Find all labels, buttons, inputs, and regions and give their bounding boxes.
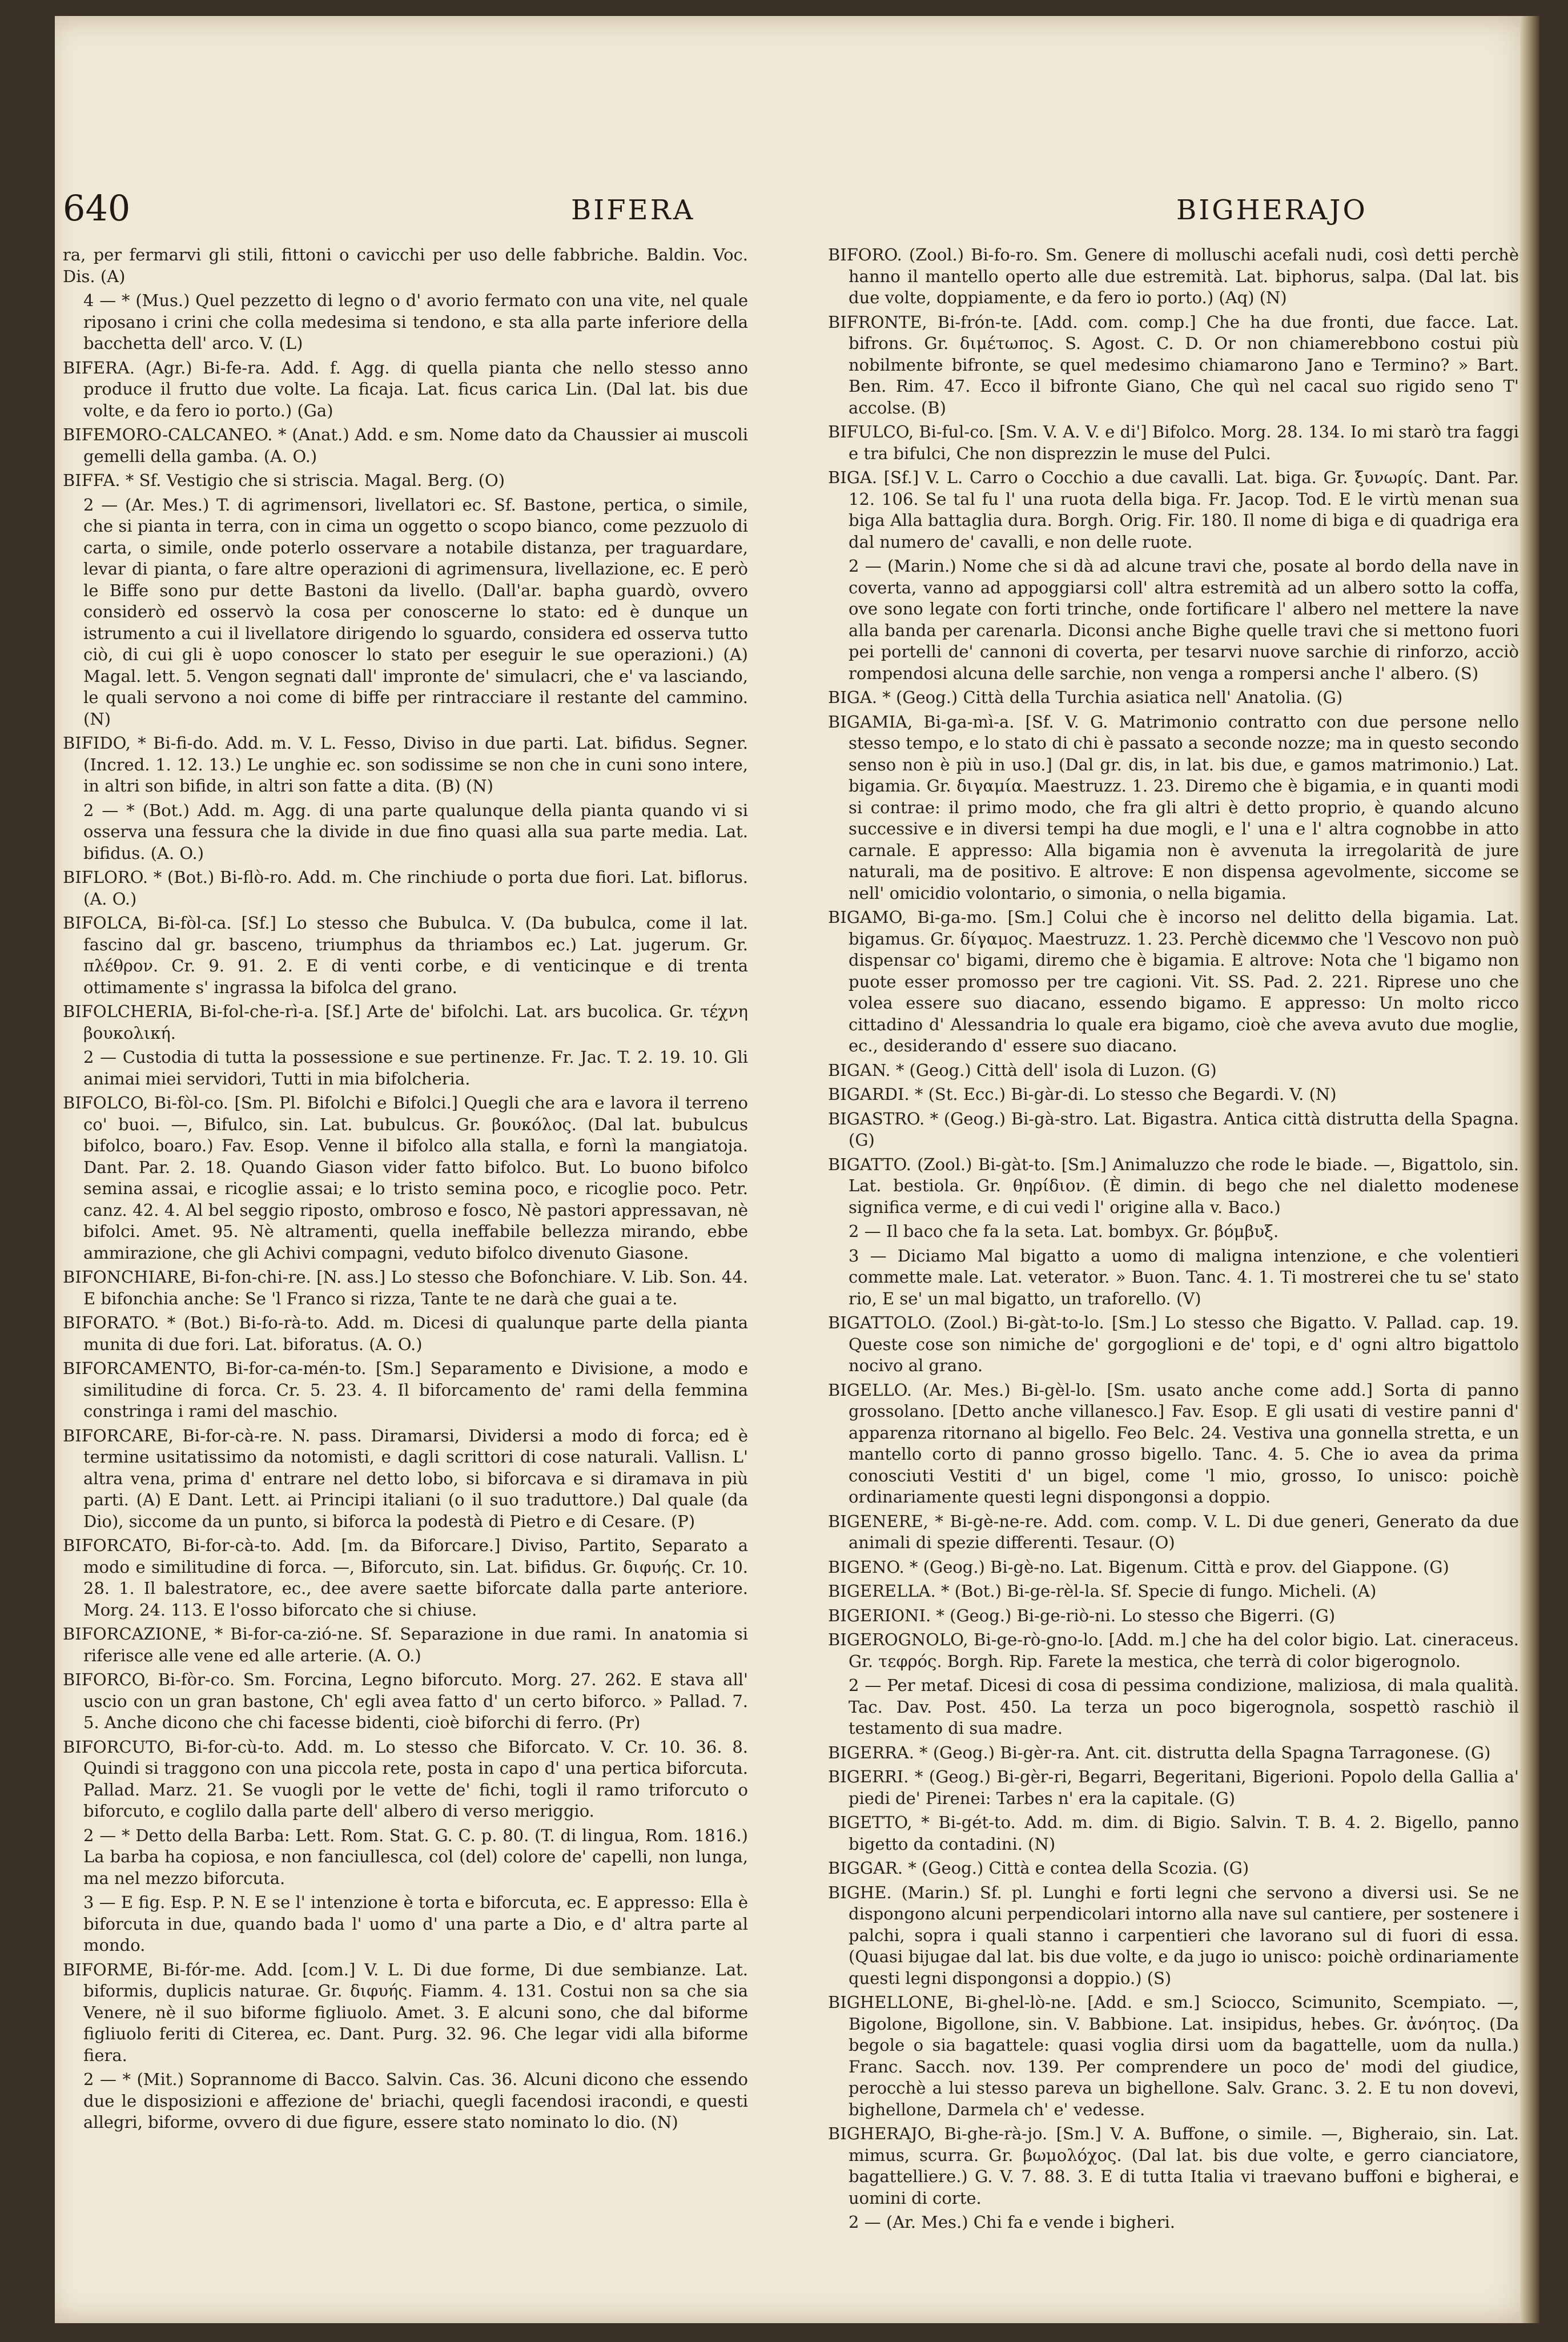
dictionary-entry: BIGA. * (Geog.) Città della Turchia asiatica nell' Anatolia. (G) [828,688,1343,707]
dictionary-entry: BIGERRI. * (Geog.) Bi-gèr-ri, Begarri, Begeritani, Bigerioni. Popolo della Gallia a' piedi de' Pirenei: Tarbes n' era la capitale. (G) [828,1767,1519,1808]
dictionary-entry: 2 — * (Bot.) Add. m. Agg. di una parte qualunque della pianta quando vi si osserva una fessura che la divide in due fino quasi alla sua parte media. Lat. bifidus. (A. O.) [83,800,748,863]
dictionary-entry: 2 — Il baco che fa la seta. Lat. bombyx. Gr. βόμβυξ. [849,1222,1279,1241]
dictionary-entry: BIFOLCA, Bi-fòl-ca. [Sf.] Lo stesso che Bubulca. V. (Da bubulca, come il lat. fascino dal gr. bascenο, triumphus da thriambos ec.) Lat. jugerum. Gr. πλέθρον. Cr. 9. 91. 2. E di venti corbe, e di venticinque e di trenta ottimamente s' ingrassa la bifolca del grano. [63,913,748,997]
dictionary-entry: BIGHELLONE, Bi-ghel-lò-ne. [Add. e sm.] Sciocco, Scimunito, Scempiato. —, Bigolone, Bigollone, sin. V. Babbione. Lat. insipidus, hebes. Gr. ἀνόητος. (Da begole o sia bagattele: quasi voglia dirsi uom da bagattelle, uom da nulla.) Franc. Sacch. nov. 139. Per comprendere un poco de' modi del giudice, perocchè a lui stesso pareva un bighellone. Salv. Granc. 3. 2. E tu non dovevi, bighellone, Darmela ch' e' vedesse. [828,1992,1519,2119]
running-headword-left: BIFERA [571,194,695,226]
dictionary-entry: 2 — Custodia di tutta la possessione e sue pertinenze. Fr. Jac. T. 2. 19. 10. Gli animai miei servidori, Tutti in mia bifolcheria. [83,1047,748,1088]
running-headword-right: BIGHERAJO [1176,194,1368,226]
dictionary-entry: BIFULCO, Bi-ful-co. [Sm. V. A. V. e di'] Bifolco. Morg. 28. 134. Io mi starò tra faggi e tra bifulci, Che non disprezzin le muse del Pulci. [828,422,1519,463]
dictionary-entry: 2 — * (Mit.) Soprannome di Bacco. Salvin. Cas. 36. Alcuni dicono che essendo due le disposizioni e affezione de' briachi, quegli facendosi iracondi, e questi allegri, biforme, ovvero di due figure, essere stato nominato lo dio. (N) [83,2070,748,2132]
dictionary-entry: BIGASTRO. * (Geog.) Bi-gà-stro. Lat. Bigastra. Antica città distrutta della Spagna. (G) [828,1108,1519,1150]
book-page [55,16,1539,2323]
dictionary-entry: BIGERRA. * (Geog.) Bi-gèr-ra. Ant. cit. distrutta della Spagna Tarragonese. (G) [828,1742,1491,1762]
dictionary-entry: 2 — Per metaf. Dicesi di cosa di pessima condizione, maliziosa, di mala qualità. Tac. Dav. Post. 450. La terza un poco bigerognola, sospettò raschiò il testamento di sua madre. [849,1676,1519,1738]
dictionary-entry: BIGHERAJO, Bi-ghe-rà-jo. [Sm.] V. A. Buffone, o simile. —, Bigheraio, sin. Lat. mimus, scurra. Gr. βωμολόχος. (Dal lat. bis due volte, e gerro cianciatore, bagattelliere.) G. V. 7. 88. 3. E di tutta Italia vi traevano buffoni e bigherai, e uomini di corte. [828,2124,1519,2208]
dictionary-entry: BIGAMO, Bi-ga-mo. [Sm.] Colui che è incorso nel delitto della bigamia. Lat. bigamus. Gr. δίγαμος. Maestruzz. 1. 23. Perchè diceммо che 'l Vescovo non può dispensar co' bigami, diremo che è bigamia. E altrove: Nota che 'l bigamo non puote esser promosso per tre cagioni. Vit. SS. Pad. 2. 221. Riprese uno che volea essere suo diacano, essendo bigamo. E appresso: Un molto ricco cittadino d' Alessandria lo quale era bigamo, cioè che aveva avuto due moglie, ec., desiderando d' essere suo diacano. [828,907,1519,1055]
page-content [63,16,1519,2323]
dictionary-entry: 2 — * Detto della Barba: Lett. Rom. Stat. G. C. p. 80. (T. di lingua, Rom. 1816.) La barba ha copiosa, e non fanciullesca, col (del) colore de' capelli, non lunga, ma nel mezzo biforcuta. [83,1825,748,1888]
dictionary-entry: BIFORCUTO, Bi-for-cù-to. Add. m. Lo stesso che Biforcato. V. Cr. 10. 36. 8. Quindi si traggono con una piccola rete, posta in capo d' una pertica biforcuta. Pallad. Marz. 21. Se vuogli por le vette de' fichi, togli il ramo triforcuto o biforcuto, e coglilo dalla parte dell' albero di verso meriggio. [63,1737,748,1821]
dictionary-entry: BIGENERE, * Bi-gè-ne-re. Add. com. comp. V. L. Di due generi, Generato da due animali di spezie differenti. Tesaur. (O) [828,1511,1519,1552]
dictionary-entry: BIGERIONI. * (Geog.) Bi-ge-riò-ni. Lo stesso che Bigerri. (G) [828,1605,1336,1625]
dictionary-entry: 4 — * (Mus.) Quel pezzetto di legno o d' avorio fermato con una vite, nel quale riposano i crini che colla medesima si tendono, e sta alla parte inferiore della bacchetta dell' arco. V. (L) [83,291,748,353]
dictionary-entry: BIFEMORO-CALCANEO. * (Anat.) Add. e sm. Nome dato da Chaussier ai muscoli gemelli della gamba. (A. O.) [63,425,748,466]
dictionary-entry: BIFOLCHERIA, Bi-fol-che-rì-a. [Sf.] Arte de' bifolchi. Lat. ars bucolica. Gr. τέχνη βουκολική. [63,1002,748,1043]
dictionary-entry: BIFORCATO, Bi-for-cà-to. Add. [m. da Biforcare.] Diviso, Partito, Separato a modo e similitudine di forca. —, Biforcuto, sin. Lat. bifidus. Gr. διφυής. Cr. 10. 28. 1. Il balestratore, ec., dee avere saette biforcate dalla parte anteriore. Morg. 24. 113. E l'osso biforcato che si chiuse. [63,1536,748,1620]
dictionary-entry: 3 — Diciamo Mal bigatto a uomo di maligna intenzione, e che volentieri commette male. Lat. veterator. » Buon. Tanc. 4. 1. Ti mostrerei che tu se' stato rio, E se' un mal bigatto, un traforello. (V) [849,1246,1519,1308]
dictionary-entry: 2 — (Ar. Mes.) Chi fa e vende i bigheri. [849,2212,1175,2232]
dictionary-entry: ra, per fermarvi gli stili, fittoni o cavicchi per uso delle fabbriche. Baldin. Voc. Dis. (A) [63,245,748,286]
page-number: 640 [63,187,131,229]
dictionary-entry: BIFORO. (Zool.) Bi-fo-ro. Sm. Genere di molluschi acefali nudi, così detti perchè hanno il mantello operto alle due estremità. Lat. biphorus, salpa. (Dal lat. bis due volte, doppiamente, e da fero io porto.) (Aq) (N) [828,245,1519,307]
dictionary-entry: BIGAN. * (Geog.) Città dell' isola di Luzon. (G) [828,1060,1217,1080]
dictionary-entry: BIFOLCO, Bi-fòl-co. [Sm. Pl. Bifolchi e Bifolci.] Quegli che ara e lavora il terreno co' buoi. —, Bifulco, sin. Lat. bubulcus. Gr. βουκόλος. (Dal lat. bubulcus bifolco, boaro.) Fav. Esop. Venne il bifolco alla stalla, e fornì la mangiatoja. Dant. Par. 2. 18. Quando Giason vider fatto bifolco. But. Lo buono bifolco semina assai, e ricoglie assai; e lo tristo semina poco, e ricoglie poco. Petr. canz. 42. 4. Al bel seggio riposto, ombroso e fosco, Nè pastori appressavan, nè bifolci. Amet. 95. Nè altramenti, quella ineffabile bellezza mirando, ebbe ammirazione, che gli Achivi compagni, veduto bifolco divenuto Giasone. [63,1093,748,1263]
dictionary-entry: BIGAMIA, Bi-ga-mì-a. [Sf. V. G. Matrimonio contratto con due persone nello stesso tempo, e lo stato di chi è passato a seconde nozze; ma in questo secondo senso non è più in uso.] (Dal gr. dis, in lat. bis due, e gamos matrimonio.) Lat. bigamia. Gr. διγαμία. Maestruzz. 1. 23. Diremo che è bigamia, e in quanti modi si contrae: il primo modo, che fra gli altri è detto proprio, è quando alcuno successive e in diversi tempi ha due mogli, e l' una e l' altra cognobbe in atto carnale. E appresso: Alla bigamia non è avvenuta la irregolarità de jure naturali, ma de positivo. E altrove: E non dispensa agevolmente, siccome se nell' omicidio volontario, o simonia, o nella bigamia. [828,712,1519,903]
dictionary-entry: BIGERELLA. * (Bot.) Bi-ge-rèl-la. Sf. Specie di fungo. Micheli. (A) [828,1581,1377,1601]
dictionary-entry: BIFORCAZIONE, * Bi-for-ca-zió-ne. Sf. Separazione in due rami. In anatomia si riferisce alle vene ed alle arterie. (A. O.) [63,1624,748,1665]
dictionary-entry: BIFONCHIARE, Bi-fon-chi-re. [N. ass.] Lo stesso che Bofonchiare. V. Lib. Son. 44. E bifonchia anche: Se 'l Franco si rizza, Tante te ne darà che guai a te. [63,1267,748,1308]
dictionary-entry: BIGETTO, * Bi-gét-to. Add. m. dim. di Bigio. Salvin. T. B. 4. 2. Bigello, panno bigetto da contadini. (N) [828,1813,1519,1854]
right-column [828,244,1519,2255]
dictionary-entry: BIFORCARE, Bi-for-cà-re. N. pass. Diramarsi, Dividersi a modo di forca; ed è termine usitatissimo da notomisti, e dagli scrittori di cose naturali. Vallisn. L' altra vena, prima d' entrare nel detto lobo, si biforcava e si diramava in più parti. (A) E Dant. Lett. ai Principi italiani (o il suo traduttore.) Dal quale (da Dio), siccome da un punto, si biforca la podestà di Pietro e di Cesare. (P) [63,1425,748,1531]
dictionary-entry: BIFORATO. * (Bot.) Bi-fo-rà-to. Add. m. Dicesi di qualunque parte della pianta munita di due fori. Lat. biforatus. (A. O.) [63,1313,748,1354]
dictionary-entry: BIFORCAMENTO, Bi-for-ca-mén-to. [Sm.] Separamento e Divisione, a modo e similitudine di forca. Cr. 5. 23. 4. Il biforcamento de' rami della femmina constringa i rami del maschio. [63,1359,748,1421]
dictionary-entry: BIGENO. * (Geog.) Bi-gè-no. Lat. Bigenum. Città e prov. del Giappone. (G) [828,1557,1449,1577]
dictionary-entry: BIGARDI. * (St. Ecc.) Bi-gàr-di. Lo stesso che Begardi. V. (N) [828,1084,1337,1104]
dictionary-entry: BIFLORO. * (Bot.) Bi-flò-ro. Add. m. Che rinchiude o porta due fiori. Lat. biflorus. (A. O.) [63,867,748,909]
dictionary-entry: 2 — (Marin.) Nome che si dà ad alcune travi che, posate al bordo della nave in coverta, vanno ad appoggiarsi coll' altra estremità ad un albero sotto la coffa, ove sono legate con forti trinche, onde fortificare l' albero nel mettere la nave alla banda per carenarla. Diconsi anche Bighe quelle travi che si mettono fuori pei portelli de' cannoni di coverta, per tesarvi nuove sarchie di rinforzo, acciò rompendosi alcuna delle sarchie, non venga a rompersi anche l' albero. (S) [849,556,1519,683]
dictionary-entry: BIFERA. (Agr.) Bi-fe-ra. Add. f. Agg. di quella pianta che nello stesso anno produce il frutto due volte. La ficaja. Lat. ficus carica Lin. (Dal lat. bis due volte, e da fero io porto.) (Ga) [63,357,748,420]
dictionary-entry: BIGA. [Sf.] V. L. Carro o Cocchio a due cavalli. Lat. biga. Gr. ξυνωρίς. Dant. Par. 12. 106. Se tal fu l' una ruota della biga. Fr. Jacop. Tod. E le virtù menan sua biga Alla battaglia dura. Borgh. Orig. Fir. 180. Il nome di biga e di quadriga era dal numero de' cavalli, e non delle ruote. [828,468,1519,552]
running-header [63,187,1519,250]
dictionary-entry: BIFORME, Bi-fór-me. Add. [com.] V. L. Di due forme, Di due sembianze. Lat. biformis, duplicis naturae. Gr. διφυής. Fiamm. 4. 131. Costui non sa che sia Venere, nè il suo biforme figliuolo. Amet. 3. E alcuni sono, che dal biforme figliuolo feriti di Citerea, ec. Dant. Purg. 32. 96. Che legar vidi alla biforme fiera. [63,1959,748,2065]
dictionary-entry: 3 — E fig. Esp. P. N. E se l' intenzione è torta e biforcuta, ec. E appresso: Ella è biforcuta in due, quando bada l' uomo d' una parte a Dio, e d' altra parte al mondo. [83,1893,748,1955]
dictionary-entry: 2 — (Ar. Mes.) T. di agrimensori, livellatori ec. Sf. Bastone, pertica, o simile, che si pianta in terra, con in cima un oggetto o scopo bianco, come pezzuolo di carta, o simile, onde poterlo osservare a notabile distanza, per traguardare, levar di pianta, o fare altre operazioni di agrimensura, livellazione, ec. E però le Biffe sono pur dette Bastoni da livello. (Dall'ar. bapha guardò, ovvero considerò ed osservò la cosa per conoscerne lo stato: ed è dunque un istrumento a cui il livellatore dirigendo lo sguardo, considera ed osserva tutto ciò, di cui gli è uopo conoscer lo stato per eseguir le sue operazioni.) (A) Magal. lett. 5. Vengon segnati dall' impronte de' simulacri, che e' va lasciando, le quali servono a noi come di biffe per rintracciare il restante del cammino. (N) [83,495,748,729]
dictionary-entry: BIGATTO. (Zool.) Bi-gàt-to. [Sm.] Animaluzzo che rode le biade. —, Bigattolo, sin. Lat. bestiola. Gr. θηρίδιον. (È dimin. di bego che nel dialetto modenese significa verme, e di cui vedi l' origine alla v. Baco.) [828,1154,1519,1217]
dictionary-entry: BIFORCO, Bi-fòr-co. Sm. Forcina, Legno biforcuto. Morg. 27. 262. E stava all' uscio con un gran bastone, Ch' egli avea fatto d' un certo biforco. » Pallad. 7. 5. Anche dicono che chi facesse bidenti, cioè biforchi di ferro. (Pr) [63,1670,748,1732]
dictionary-entry: BIFRONTE, Bi-frón-te. [Add. com. comp.] Che ha due fronti, due facce. Lat. bifrons. Gr. διμέτωπος. S. Agost. C. D. Or non chiamerebbono costui più nobilmente bifronte, se quel medesimo chiamarono Jano e Termino? » Bart. Ben. Rim. 47. Ecco il bifronte Giano, Che quì nel cacal suo rigido seno T' accolse. (B) [828,312,1519,417]
dictionary-entry: BIFIDO, * Bi-fi-do. Add. m. V. L. Fesso, Diviso in due parti. Lat. bifidus. Segner. (Incred. 1. 12. 13.) Le unghie ec. son sodissime se non che in cuni sono intere, in altri son bifide, in altri son fatte a dita. (B) (N) [63,733,748,796]
dictionary-entry: BIGHE. (Marin.) Sf. pl. Lunghi e forti legni che servono a diversi usi. Se ne dispongono alcuni perpendicolari intorno alla nave sul cantiere, per sostenere i palchi, sopra i quali stanno i carpentieri che lavorano sul di fuori di essa. (Quasi bijugae dal lat. bis due volte, e da jugo io unisco: poichè ordinariamente questi legni dispongonsi a doppio.) (S) [828,1882,1519,1988]
left-column [63,244,748,2255]
dictionary-entry: BIGELLO. (Ar. Mes.) Bi-gèl-lo. [Sm. usato anche come add.] Sorta di panno grossolano. [Detto anche villanesco.] Fav. Esop. E gli usati di vestire panni d' apparenza ritornano al bigello. Feo Belc. 24. Vestiva una gonnella stretta, e un mantello corto di panno grosso bigello. Tanc. 4. 5. Che io avea da prima conosciuti Vestiti d' un bigel, come 'l mio, grosso, Io unisco: poichè ordinariamente questi legni dispongonsi a doppio. [828,1380,1519,1507]
dictionary-entry: BIGEROGNOLO, Bi-ge-rò-gno-lo. [Add. m.] che ha del color bigio. Lat. cineraceus. Gr. τεφρός. Borgh. Rip. Farete la mestica, che terrà di color bigerognolo. [828,1630,1519,1671]
dictionary-entry: BIFFA. * Sf. Vestigio che si striscia. Magal. Berg. (O) [63,471,505,490]
dictionary-entry: BIGGAR. * (Geog.) Città e contea della Scozia. (G) [828,1858,1249,1878]
dictionary-entry: BIGATTOLO. (Zool.) Bi-gàt-to-lo. [Sm.] Lo stesso che Bigatto. V. Pallad. cap. 19. Queste cose son nimiche de' gorgoglioni e de' topi, e d' ogni altro bigattolo nocivo al grano. [828,1313,1519,1375]
book-spine [1520,16,1539,2323]
